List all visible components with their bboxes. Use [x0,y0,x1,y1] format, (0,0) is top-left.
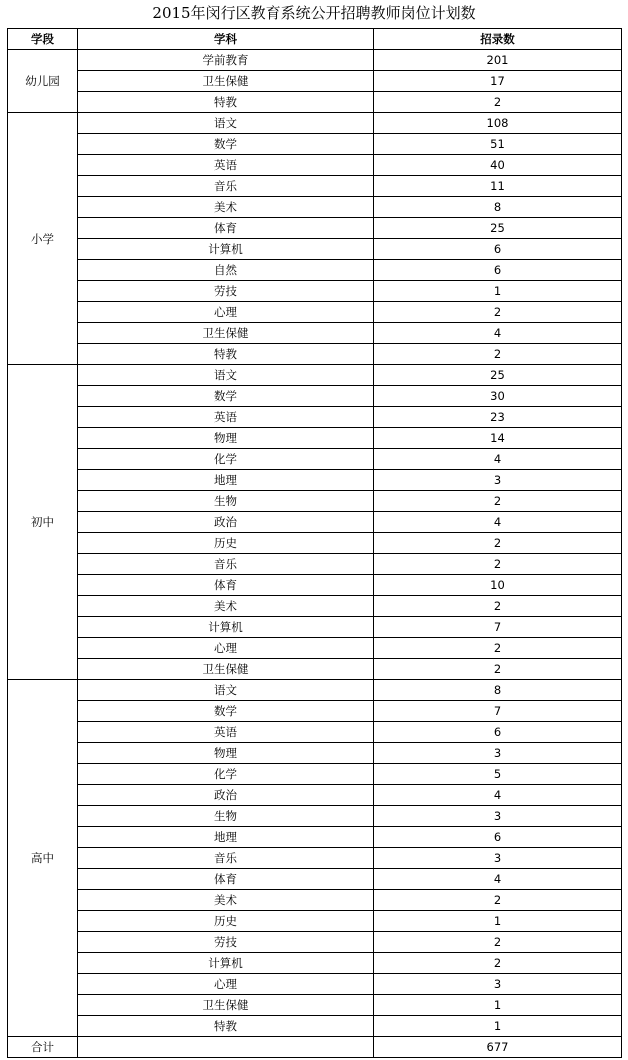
table-row [8,260,622,281]
table-row [8,785,622,806]
count-cell: 6 [374,260,622,281]
table-row [8,428,622,449]
subject-cell: 数学 [78,134,374,155]
count-cell: 1 [374,995,622,1016]
table-row [8,554,622,575]
count-cell: 8 [374,197,622,218]
count-cell: 7 [374,617,622,638]
subject-cell: 英语 [78,722,374,743]
count-cell: 51 [374,134,622,155]
table-body [8,50,622,1037]
subject-cell: 英语 [78,155,374,176]
table-row [8,323,622,344]
subject-cell: 卫生保健 [78,995,374,1016]
subject-cell: 劳技 [78,932,374,953]
stage-cell: 初中 [8,365,78,680]
table-row [8,638,622,659]
table-row [8,617,622,638]
table-row [8,764,622,785]
count-cell: 6 [374,722,622,743]
count-cell: 3 [374,848,622,869]
table-row [8,281,622,302]
count-cell: 2 [374,596,622,617]
subject-cell: 历史 [78,911,374,932]
table-row [8,953,622,974]
plan-table [7,28,622,1058]
subject-cell: 卫生保健 [78,659,374,680]
table-row [8,680,622,701]
subject-cell: 自然 [78,260,374,281]
subject-cell: 生物 [78,491,374,512]
table-row [8,365,622,386]
count-cell: 4 [374,323,622,344]
table-row [8,974,622,995]
count-cell: 2 [374,953,622,974]
table-row [8,239,622,260]
table-row [8,932,622,953]
subject-cell: 语文 [78,113,374,134]
table-row [8,512,622,533]
table-row [8,407,622,428]
subject-cell: 数学 [78,386,374,407]
subject-cell: 心理 [78,302,374,323]
total-row [8,1037,622,1058]
count-cell: 1 [374,281,622,302]
table-row [8,449,622,470]
subject-cell: 数学 [78,701,374,722]
table-row [8,869,622,890]
count-cell: 2 [374,344,622,365]
table-row [8,302,622,323]
subject-cell: 化学 [78,764,374,785]
table-row [8,1016,622,1037]
table-row [8,575,622,596]
table-row [8,386,622,407]
header-subject: 学科 [78,29,374,50]
count-cell: 3 [374,470,622,491]
subject-cell: 劳技 [78,281,374,302]
count-cell: 1 [374,911,622,932]
subject-cell: 地理 [78,470,374,491]
count-cell: 2 [374,932,622,953]
subject-cell: 语文 [78,365,374,386]
table-row [8,197,622,218]
count-cell: 6 [374,827,622,848]
count-cell: 23 [374,407,622,428]
table-row [8,344,622,365]
count-cell: 2 [374,92,622,113]
stage-cell: 幼儿园 [8,50,78,113]
subject-cell: 物理 [78,428,374,449]
subject-cell: 美术 [78,890,374,911]
count-cell: 30 [374,386,622,407]
table-row [8,848,622,869]
table-row [8,113,622,134]
count-cell: 10 [374,575,622,596]
subject-cell: 生物 [78,806,374,827]
count-cell: 4 [374,785,622,806]
subject-cell: 物理 [78,743,374,764]
count-cell: 25 [374,365,622,386]
page-title: 2015年闵行区教育系统公开招聘教师岗位计划数 [152,4,476,22]
table-row [8,806,622,827]
subject-cell: 地理 [78,827,374,848]
count-cell: 25 [374,218,622,239]
count-cell: 2 [374,533,622,554]
subject-cell: 计算机 [78,617,374,638]
stage-cell: 小学 [8,113,78,365]
count-cell: 2 [374,554,622,575]
table-row [8,470,622,491]
count-cell: 2 [374,890,622,911]
count-cell: 108 [374,113,622,134]
table-row [8,995,622,1016]
table-header-row [8,29,622,50]
subject-cell: 美术 [78,197,374,218]
count-cell: 1 [374,1016,622,1037]
subject-cell: 英语 [78,407,374,428]
count-cell: 7 [374,701,622,722]
subject-cell: 语文 [78,680,374,701]
subject-cell: 音乐 [78,176,374,197]
subject-cell: 特教 [78,1016,374,1037]
count-cell: 5 [374,764,622,785]
count-cell: 3 [374,806,622,827]
count-cell: 4 [374,449,622,470]
subject-cell: 化学 [78,449,374,470]
count-cell: 3 [374,974,622,995]
table-row [8,92,622,113]
subject-cell: 卫生保健 [78,323,374,344]
stage-cell: 高中 [8,680,78,1037]
header-stage: 学段 [8,29,78,50]
subject-cell: 心理 [78,974,374,995]
subject-cell: 计算机 [78,239,374,260]
table-row [8,659,622,680]
table-row [8,176,622,197]
subject-cell: 体育 [78,869,374,890]
count-cell: 2 [374,659,622,680]
table-row [8,827,622,848]
subject-cell: 卫生保健 [78,71,374,92]
total-subject-cell [78,1037,374,1058]
subject-cell: 体育 [78,575,374,596]
subject-cell: 政治 [78,785,374,806]
table-row [8,596,622,617]
subject-cell: 美术 [78,596,374,617]
count-cell: 4 [374,869,622,890]
count-cell: 4 [374,512,622,533]
count-cell: 40 [374,155,622,176]
table-row [8,533,622,554]
subject-cell: 历史 [78,533,374,554]
total-count: 677 [374,1037,622,1058]
total-label: 合计 [8,1037,78,1058]
count-cell: 2 [374,491,622,512]
count-cell: 3 [374,743,622,764]
count-cell: 11 [374,176,622,197]
subject-cell: 学前教育 [78,50,374,71]
count-cell: 201 [374,50,622,71]
table-row [8,911,622,932]
header-count: 招录数 [374,29,622,50]
count-cell: 2 [374,638,622,659]
count-cell: 2 [374,302,622,323]
table-row [8,155,622,176]
subject-cell: 特教 [78,344,374,365]
table-row [8,71,622,92]
count-cell: 14 [374,428,622,449]
table-row [8,743,622,764]
table-row [8,218,622,239]
table-row [8,890,622,911]
subject-cell: 特教 [78,92,374,113]
table-row [8,722,622,743]
table-row [8,491,622,512]
count-cell: 8 [374,680,622,701]
table-row [8,50,622,71]
subject-cell: 音乐 [78,554,374,575]
count-cell: 6 [374,239,622,260]
subject-cell: 体育 [78,218,374,239]
subject-cell: 心理 [78,638,374,659]
subject-cell: 计算机 [78,953,374,974]
subject-cell: 政治 [78,512,374,533]
table-row [8,701,622,722]
count-cell: 17 [374,71,622,92]
subject-cell: 音乐 [78,848,374,869]
table-row [8,134,622,155]
